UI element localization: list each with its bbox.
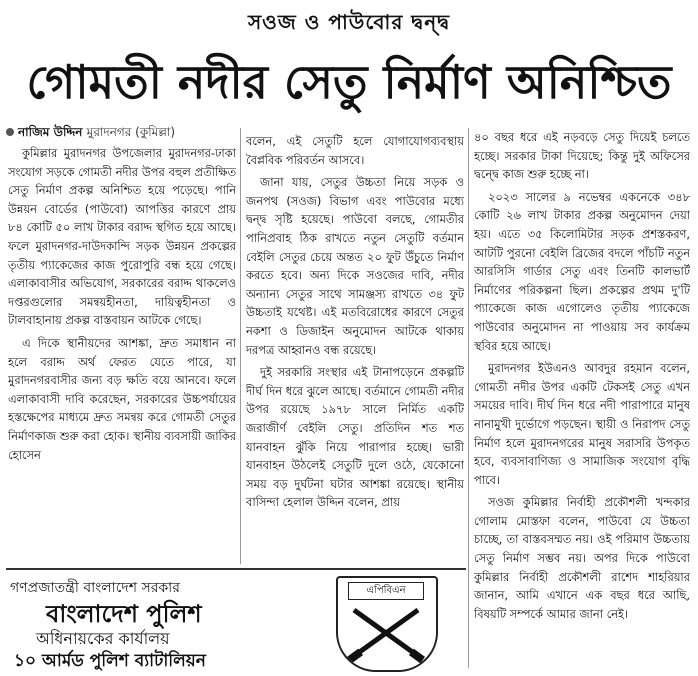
paragraph: দুই সরকারি সংস্থার এই টানাপড়েনে প্রকল্পটি দীর্ঘ দিন ধরে ঝুলে আছে। বর্তমানে গোমতী নদীর উপর রয়েছে ১৯৭৮ সালে নির্মিত একটি জরাজীর্ণ বেইলি সেতু। প্রতিদিন শত শত যানবাহন ঝুঁকি নিয়ে পারাপার হচ্ছে। ভারী যানবাহন উঠলেই সেতুটি দুলে ওঠে, যেকোনো সময় বড় দুর্ঘটনা ঘটার আশঙ্কা রয়েছে। স্থানীয় বাসিন্দা হেলাল উদ্দিন বলেন, প্রায় [246,365,464,510]
byline-author: নাজিম উদ্দিন [18,125,83,139]
apbn-emblem [336,576,438,672]
bullet-icon [6,128,14,136]
column-divider [240,128,241,564]
article-kicker: সওজ ও পাউবোর দ্বন্দ্ব [247,10,451,34]
paragraph: সওজ কুমিল্লার নির্বাহী প্রকৌশলী খন্দকার গোলাম মোস্তফা বলেন, পাউবো যে উচ্চতা চাচ্ছে, তা বাস্তবসম্মত নয়। ওই পরিমাণ উচ্চতায় সেতু নির্মাণ সম্ভব নয়। অপর দিকে পাউবো কুমিল্লার নির্বাহী প্রকৌশলী রাশেদ শাহরিয়ার জানান, আমি এখানে এক বছর ধরে আছি, বিষয়টি সম্পর্কে আমার জানা নেই। [474,495,690,621]
emblem-label: এপিবিএন [348,582,424,600]
ad-organization-name: বাংলাদেশ পুলিশ [46,600,202,628]
article-column-2 [246,132,464,560]
ad-battalion-line: ১০ আর্মড পুলিশ ব্যাটালিয়ন [14,651,206,671]
ad-government-line: গণপ্রজাতন্ত্রী বাংলাদেশ সরকার [10,580,180,596]
column-divider [468,128,469,668]
article-column-1 [8,144,236,564]
paragraph: মুরাদনগর ইউএনও আবদুর রহমান বলেন, গোমতী নদীর উপর একটি টেকসই সেতু এখন সময়ের দাবি। দীর্ঘ দিন ধরে নদী পারাপারে মানুষ নানামুখী দুর্ভোগে পড়ছেন। স্থায়ী ও নিরাপদ সেতু নির্মাণ হলে মুরাদনগরের মানুষ সরাসরি উপকৃত হবে, ব্যবসাবাণিজ্য ও সামাজিক সংযোগ বৃদ্ধি পাবে। [474,361,690,487]
article-headline: গোমতী নদীর সেতু নির্মাণ অনিশ্চিত [26,55,672,109]
paragraph: জানা যায়, সেতুর উচ্চতা নিয়ে সড়ক ও জনপথ (সওজ) বিভাগ এবং পাউবোর মধ্যে দ্বন্দ্ব সৃষ্টি হয়েছে। পাউবো বলছে, গোমতীর পানিপ্রবাহ ঠিক রাখতে নতুন সেতুটি বর্তমান বেইলি সেতুর চেয়ে অন্তত ২০ ফুট উঁচুতে নির্মাণ করতে হবে। অন্য দিকে সওজের দাবি, নদীর অন্যান্য সেতুর সাথে সামঞ্জস্য রাখতে ৩৪ ফুট উচ্চতাই যথেষ্ট। এই মতবিরোধের কারণে সেতুর নকশা ও ডিজাইন অনুমোদন আটকে থাকায় দরপত্র আহ্বানও বন্ধ রয়েছে। [246,175,464,357]
paragraph: বলেন, এই সেতুটি হলে যোগাযোগব্যবস্থায় বৈপ্লবিক পরিবর্তন আসবে। [246,134,464,167]
paragraph: ৪০ বছর ধরে এই নড়বড়ে সেতু দিয়েই চলতে হচ্ছে। সরকার টাকা দিয়েছে; কিন্তু দুই অফিসের দ্বন্দ্বে কাজ শুরু হচ্ছে না। [474,130,690,182]
paragraph: ২০২৩ সালের ৯ নভেম্বর একনেকে ৩৪৮ কোটি ২৬ লাখ টাকার প্রকল্প অনুমোদন দেয়া হয়। এতে ৩৫ কিলোমিটার সড়ক প্রশস্তকরণ, আটটি পুরনো বেইলি ব্রিজের বদলে পাঁচটি নতুন আরসিসি গার্ডার সেতু এবং তিনটি কালভার্ট নির্মাণের পরিকল্পনা ছিল। প্রকল্পের প্রথম দু'টি প্যাকেজে কাজ এগোলেও তৃতীয় প্যাকেজে পাউবোর অনুমোদন না পাওয়ায় সব কার্যক্রম স্থবির হয়ে আছে। [474,189,690,353]
article-column-3 [474,128,690,668]
police-advertisement [6,568,466,670]
paragraph: এ দিকে স্থানীয়দের আশঙ্কা, দ্রুত সমাধান না হলে বরাদ্দ অর্থ ফেরত যেতে পারে, যা মুরাদনগরবাসীর জন্য বড় ক্ষতি বয়ে আনবে। ফলে এলাকাবাসী দাবি করেছেন, সরকারের উচ্চপর্যায়ের হস্তক্ষেপের মাধ্যমে দ্রুত সমন্বয় করে গোমতী সেতুর নির্মাণকাজ শুরু করা হোক। স্থানীয় ব্যবসায়ী জাকির হোসেন [8,335,236,462]
crossed-rifles-icon [338,600,436,672]
ad-office-line: অধিনায়কের কার্যালয় [36,629,170,648]
paragraph: কুমিল্লার মুরাদনগর উপজেলার মুরাদনগর-ঢাকা সংযোগ সড়কে গোমতী নদীর উপর বহুল প্রতীক্ষিত সেতু নির্মাণ প্রকল্প অনিশ্চিত হয়ে পড়েছে। পানি উন্নয়ন বোর্ডের (পাউবো) আপত্তির কারণে প্রায় ৮৪ কোটি ৫০ লাখ টাকার বরাদ্দ স্থগিত হয়ে আছে। ফলে মুরাদনগর-দাউদকান্দি সড়ক উন্নয়ন প্রকল্পের তৃতীয় প্যাকেজের কাজ পুরোপুরি বন্ধ হয়ে গেছে। এলাকাবাসীর অভিযোগ, সরকারের বরাদ্দ থাকলেও দপ্তরগুলোর সমন্বয়হীনতা, দায়িত্বহীনতা ও টালবাহানায় প্রকল্প বাস্তবায়ন আটকে গেছে। [8,146,236,328]
byline [6,124,238,144]
byline-place: মুরাদনগর (কুমিল্লা) [86,125,176,139]
